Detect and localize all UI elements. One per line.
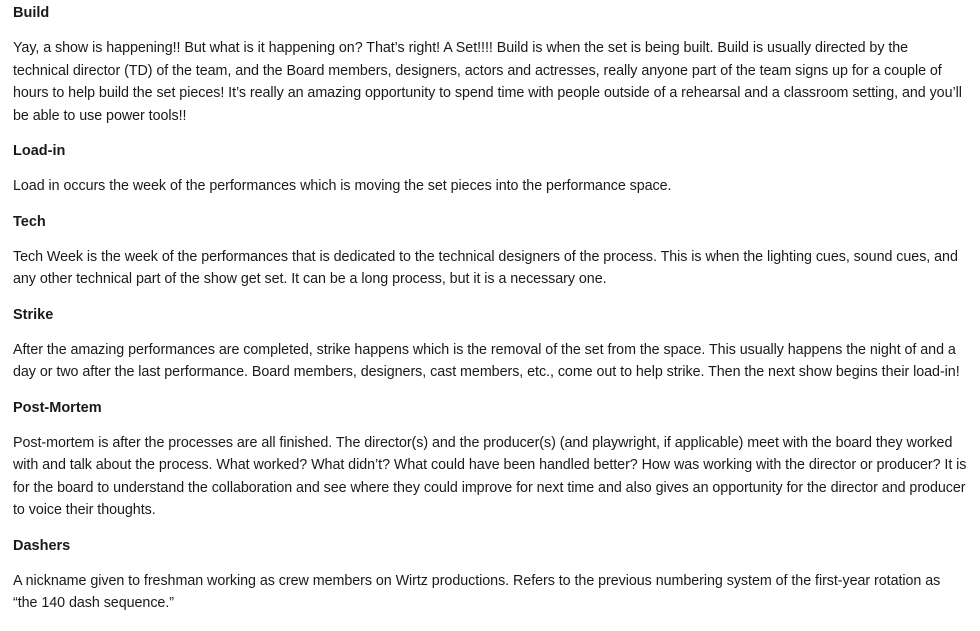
section-body-post-mortem: Post-mortem is after the processes are all finished. The director(s) and the producer(s) (and playwright, if applicable) meet with the board they worked with and talk about the process. What worked? What didn’t? What could have been handled better? How was working with the director or producer? It is for the board to understand the collaboration and see where they could improve for next time and also gives an opportunity for the director and producer to voice their thoughts. [13,434,967,518]
section-heading-load-in: Load-in [13,143,66,159]
section-heading-post-mortem: Post-Mortem [13,399,102,416]
section-heading-dashers: Dashers [13,537,71,554]
section-body-build: Yay, a show is happening!! But what is it happening on? That’s right! A Set!!!! Build is when the set is being built. Build is usually directed by the technical director (TD) of the team, and the Board members, designers, actors and actresses, really anyone part of the team signs up for a couple of hours to help build the set pieces! It’s really an amazing opportunity to spend time with people outside of a rehearsal and a classroom setting, and you’ll be able to use power tools!! [13,40,962,124]
section-heading-tech: Tech [13,213,46,230]
section-heading-build: Build [13,5,50,21]
section-heading-strike: Strike [13,306,54,323]
section-body-load-in: Load in occurs the week of the performances which is moving the set pieces into the performance space. [13,178,672,194]
section-body-dashers: A nickname given to freshman working as crew members on Wirtz productions. Refers to the previous numbering system of the first-year rotation as “the 140 dash sequence.” [13,572,941,611]
section-body-tech: Tech Week is the week of the performances that is dedicated to the technical designers of the process. This is when the lighting cues, sound cues, and any other technical part of the show get set. It can be a long process, but it is a necessary one. [13,248,958,287]
section-body-strike: After the amazing performances are completed, strike happens which is the removal of the set from the space. This usually happens the night of and a day or two after the last performance. Board members, designers, cast members, etc., come out to help strike. Then the next show begins their load-in! [13,341,960,380]
